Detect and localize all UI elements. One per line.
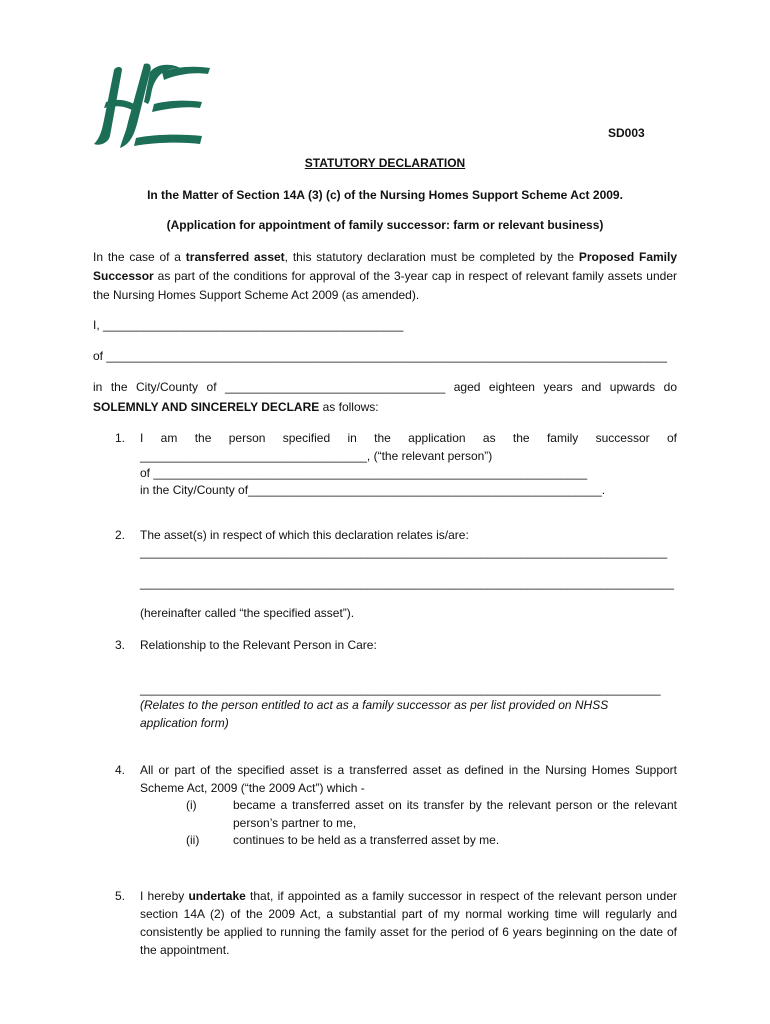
item-number: 1. bbox=[115, 431, 126, 445]
sub-item-label: (i) bbox=[186, 798, 197, 812]
item-3-note: (Relates to the person entitled to act as a family successor as per list provided on NHSS application form) bbox=[140, 698, 609, 730]
proposed-family-successor-term: Proposed Family Successor bbox=[93, 250, 678, 283]
item-2-line-4: (hereinafter called “the specified asset”). bbox=[140, 606, 355, 620]
sub-item-text: became a transferred asset on its transfer by the relevant person or the relevant person’s partner to me, bbox=[233, 798, 677, 830]
sub-item-label: (ii) bbox=[186, 833, 200, 847]
item-number: 3. bbox=[115, 638, 126, 652]
item-number: 5. bbox=[115, 889, 126, 903]
item-number: 4. bbox=[115, 763, 126, 777]
application-subheading: (Application for appointment of family successor: farm or relevant business) bbox=[166, 218, 604, 232]
form-code: SD003 bbox=[608, 126, 645, 140]
transferred-asset-term: transferred asset bbox=[185, 250, 285, 264]
item-5-text: I hereby undertake that, if appointed as a family successor in respect of the relevant person under section 14A (2) of the 2009 Act, a substantial part of my normal working time will regularly and consistently be applied to running the family asset for the period of 6 years beginning on the date of the appointment. bbox=[140, 889, 677, 957]
solemn-declaration-line: SOLEMNLY AND SINCERELY DECLARE as follows: bbox=[93, 400, 379, 414]
item-1-line-3: of _________________________________________________________________ bbox=[140, 466, 588, 480]
item-2-line-2: _______________________________________________________________________________ bbox=[140, 545, 668, 559]
item-3-line-1: Relationship to the Relevant Person in Care: bbox=[140, 638, 377, 652]
sub-item-text: continues to be held as a transferred asset by me. bbox=[233, 833, 500, 847]
document-title: STATUTORY DECLARATION bbox=[304, 156, 466, 170]
item-1-line-1: I am the person specified in the application as the family successor of bbox=[140, 431, 677, 445]
item-number: 2. bbox=[115, 528, 126, 542]
item-1-line-4: in the City/County of_____________________________________________________. bbox=[140, 483, 606, 497]
city-county-line: in the City/County of _________________________________ aged eighteen years and upwards do bbox=[93, 380, 677, 394]
item-4-text: All or part of the specified asset is a transferred asset as defined in the Nursing Homes Support Scheme Act, 2009 (“the 2009 Act”) which - bbox=[140, 763, 677, 795]
undertake-term: undertake bbox=[188, 889, 246, 903]
declarant-address-line: of ____________________________________________________________________________________ bbox=[93, 349, 667, 363]
hse-logo bbox=[92, 58, 214, 153]
intro-paragraph: In the case of a transferred asset, this statutory declaration must be completed by the Proposed Family Successor as part of the conditions for approval of the 3-year cap in respect of relevant family assets under the Nursing Homes Support Scheme Act 2009 (as amended). bbox=[93, 250, 678, 302]
declarant-name-line: I, _____________________________________________ bbox=[93, 318, 404, 332]
item-2-line-3: ________________________________________________________________________________ bbox=[140, 576, 674, 590]
item-2-line-1: The asset(s) in respect of which this declaration relates is/are: bbox=[140, 528, 469, 542]
item-1-line-2: __________________________________, (“the relevant person”) bbox=[140, 449, 493, 463]
matter-heading: In the Matter of Section 14A (3) (c) of the Nursing Homes Support Scheme Act 2009. bbox=[147, 188, 623, 202]
item-3-line-2: ______________________________________________________________________________ bbox=[140, 682, 661, 696]
